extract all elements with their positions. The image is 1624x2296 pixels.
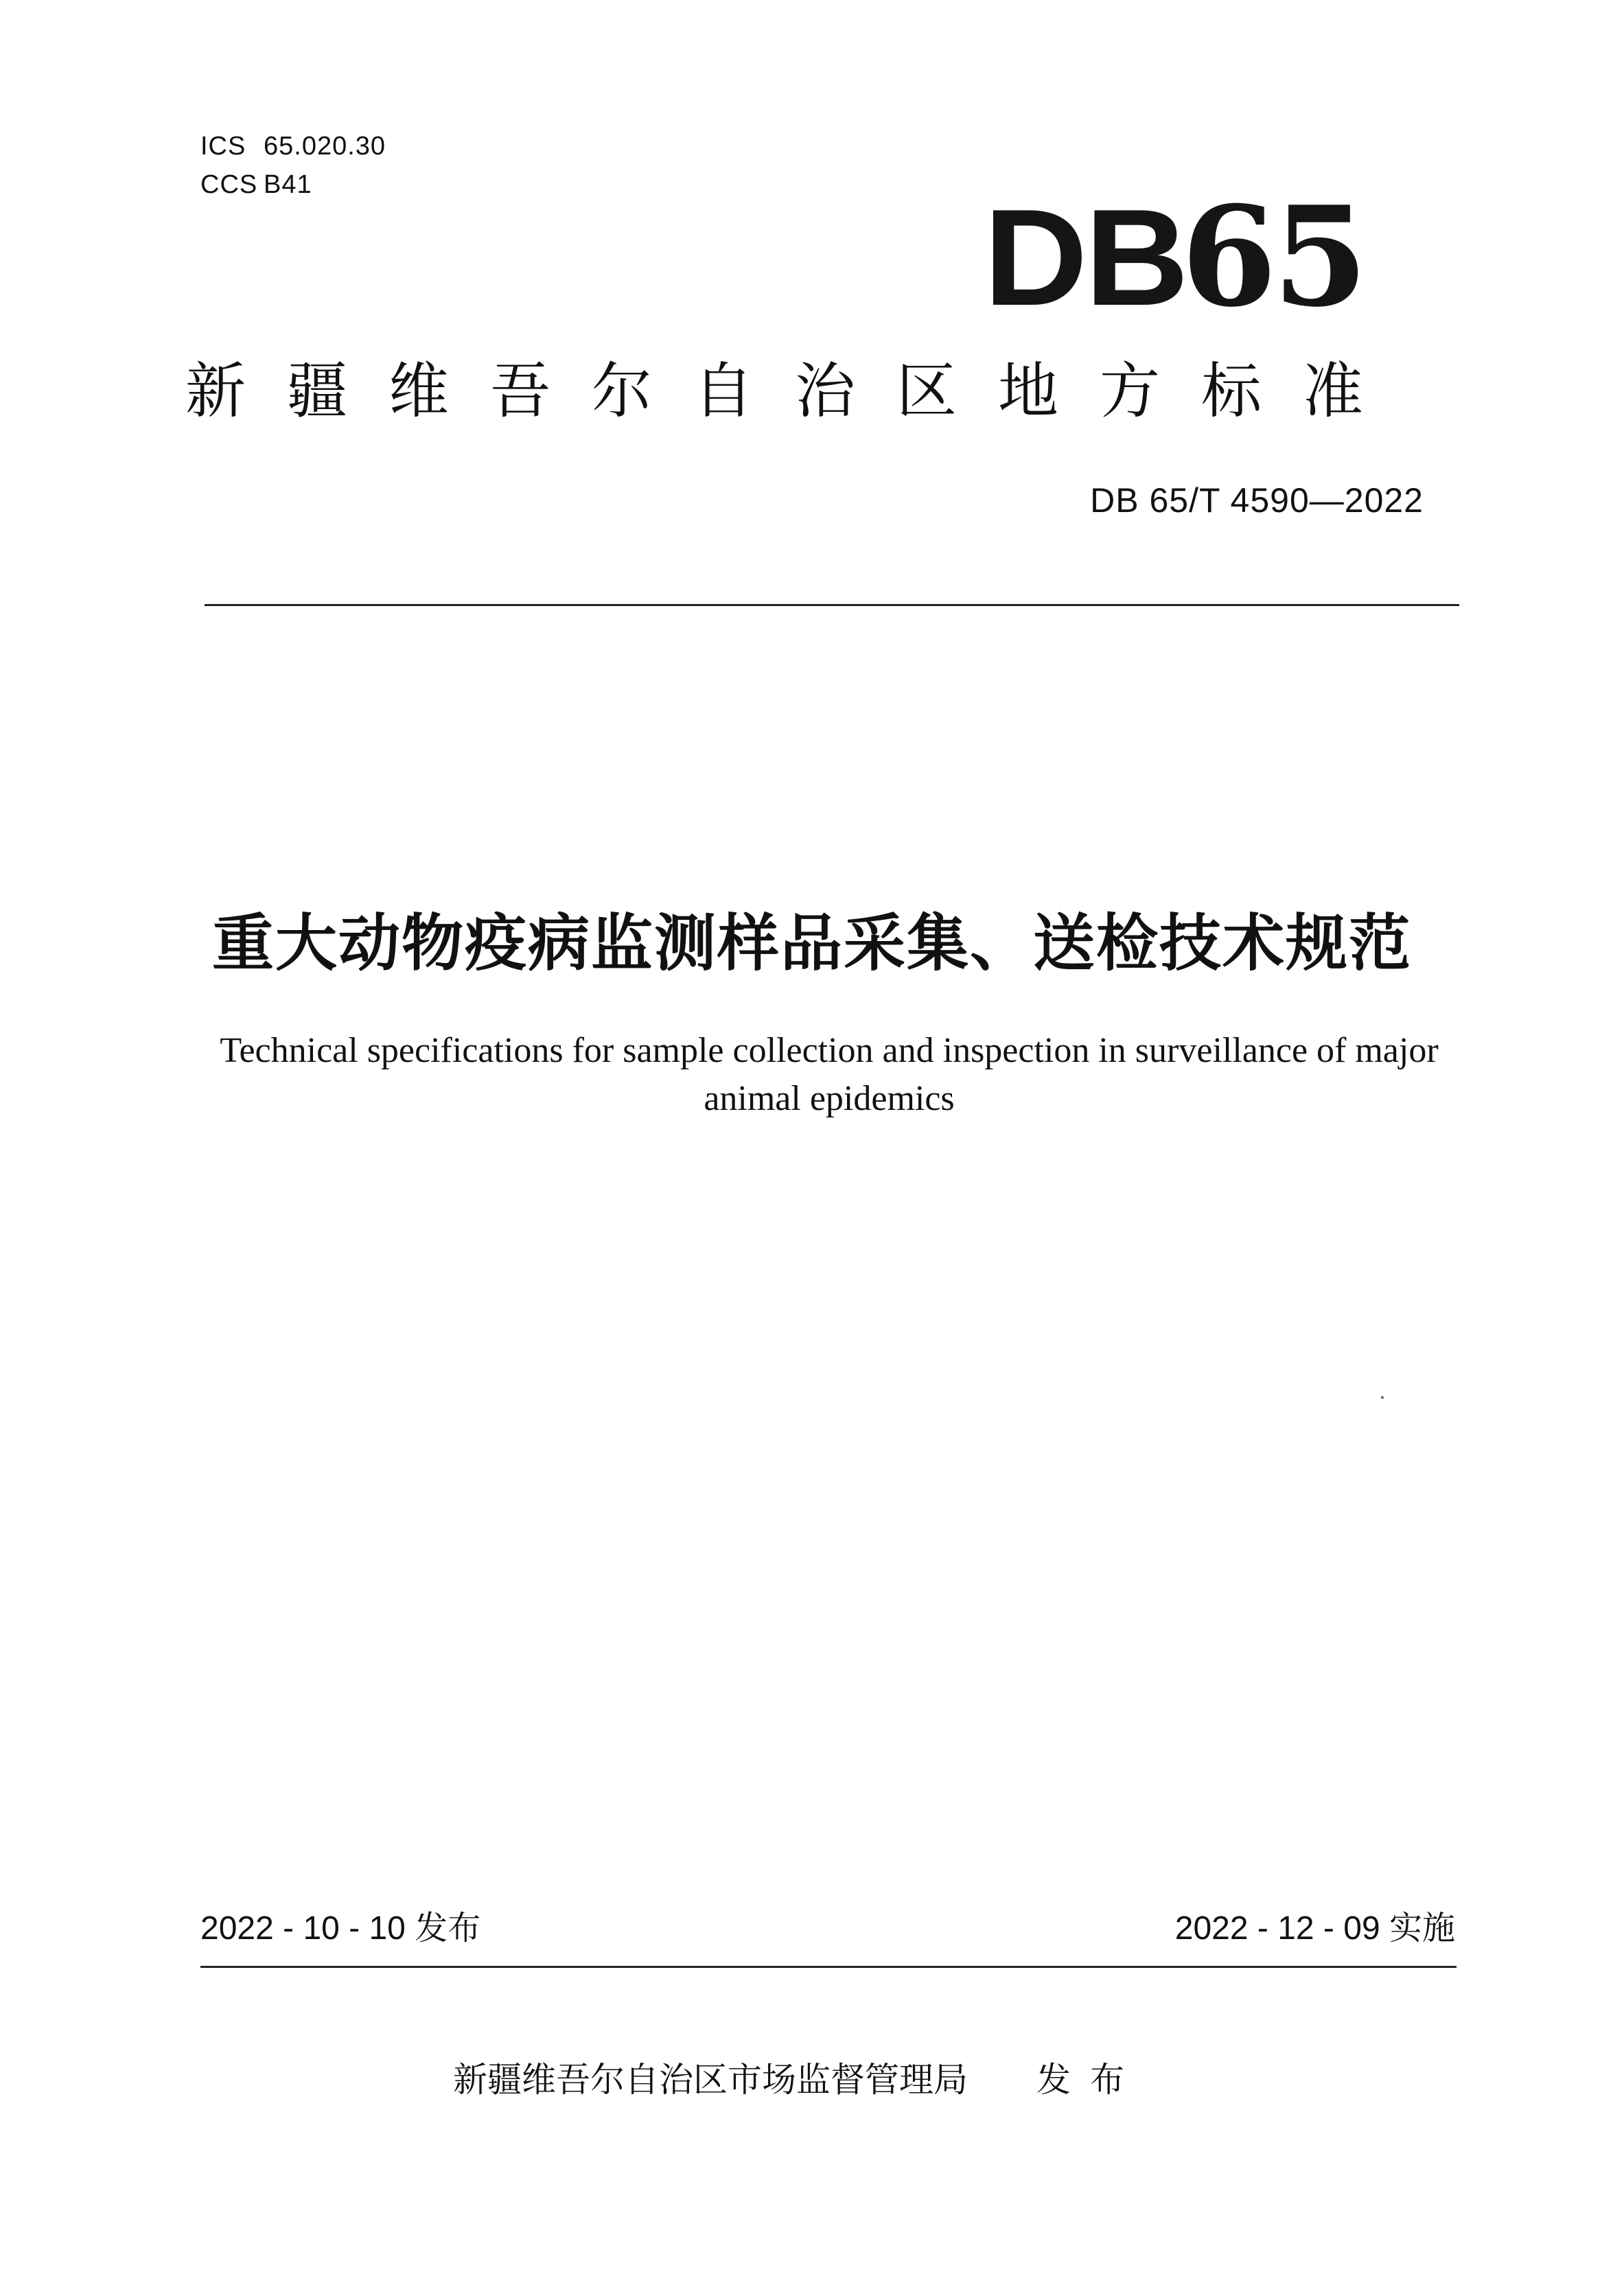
issue-label: 发布 <box>415 1909 481 1947</box>
ics-code-line <box>200 132 386 161</box>
ccs-code: B41 <box>264 170 312 199</box>
publisher-name: 新疆维吾尔自治区市场监督管理局 <box>453 2060 968 2100</box>
document-title-cn: 重大动物疫病监测样品采集、送检技术规范 <box>212 907 1412 979</box>
ccs-label: CCS <box>200 170 258 199</box>
ics-code: 65.020.30 <box>264 132 386 161</box>
issue-date-line <box>200 1901 480 1949</box>
logo-db-text: DB <box>983 181 1186 334</box>
document-title-en: Technical specifications for sample collection and inspection in surveillance of major animal epidemics <box>220 1031 1439 1118</box>
standard-org-name: 新疆维吾尔自治区地方标准 <box>185 356 1405 426</box>
ccs-code-line <box>200 170 312 200</box>
publisher-action: 发布 <box>1036 2060 1144 2100</box>
scan-speck <box>1381 1396 1384 1399</box>
top-divider <box>205 604 1459 606</box>
implement-label: 实施 <box>1389 1909 1455 1947</box>
ics-label: ICS <box>200 132 246 161</box>
bottom-divider <box>200 1966 1457 1968</box>
standard-number: DB 65/T 4590—2022 <box>1090 481 1424 520</box>
implement-date: 2022 - 12 - 09 <box>1174 1910 1380 1947</box>
logo-number-text: 65 <box>1181 176 1365 338</box>
issue-date: 2022 - 10 - 10 <box>200 1910 406 1947</box>
publisher-line <box>453 2052 1144 2102</box>
implement-date-line <box>1175 1901 1455 1949</box>
db65-logo <box>983 176 1373 338</box>
